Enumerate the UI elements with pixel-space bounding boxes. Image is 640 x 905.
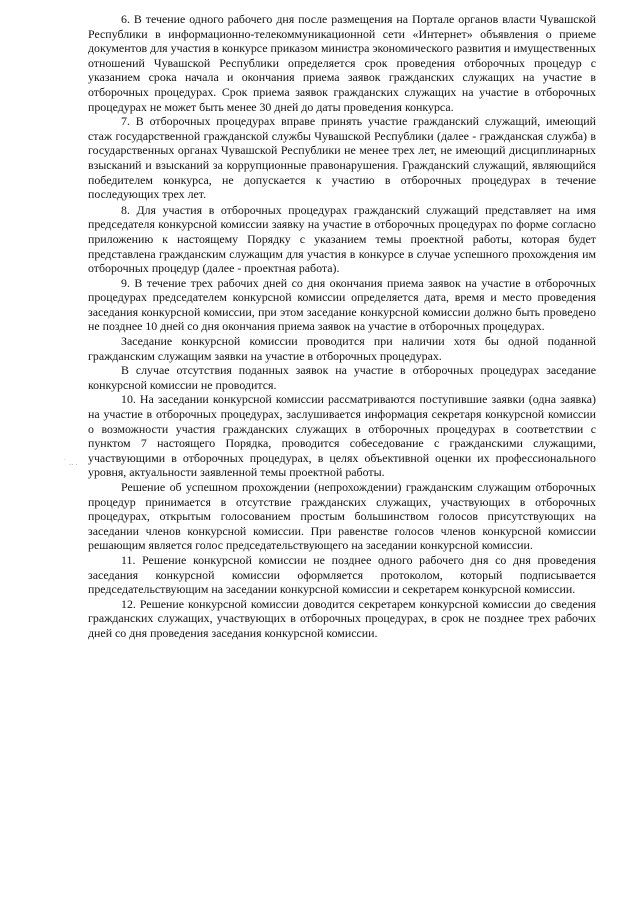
- paragraph-9: 9. В течение трех рабочих дней со дня окончания приема заявок на участие в отборочных процедурах председателем конкурсной комиссии определяется дата, время и место проведения заседания конкурсной комиссии, при этом заседание конкурсной комиссии должно быть проведено не позднее 10 дней со дня окончания приема заявок на участие в отборочных процедурах.: [88, 275, 596, 334]
- paragraph-9-no-applications: В случае отсутствия поданных заявок на участие в отборочных процедурах заседание конкурсной комиссии не проводится.: [88, 363, 596, 392]
- paragraph-7: 7. В отборочных процедурах вправе принять участие гражданский служащий, имеющий стаж государственной гражданской службы Чувашской Республики (далее - гражданская служба) в государственных органах Чувашской Республики не менее трех лет, не имеющий дисциплинарных взысканий и взысканий за коррупционные правонарушения. Гражданский служащий, являющийся победителем конкурса, не допускается к участию в отборочных процедурах в течение последующих трех лет.: [88, 114, 596, 202]
- paragraph-9-session: Заседание конкурсной комиссии проводится при наличии хотя бы одной поданной гражданским служащим заявки на участие в отборочных процедурах.: [88, 334, 596, 363]
- paragraph-6: 6. В течение одного рабочего дня после размещения на Портале органов власти Чувашской Республики в информационно-телекоммуникационной сети «Интернет» объявления о приеме документов для участия в конкурсе приказом министра экономического развития и имущественных отношений Чувашской Республики определяется срок проведения отборочных процедур с указанием срока начала и окончания приема заявок гражданских служащих на участие в отборочных процедурах. Срок приема заявок гражданских служащих на участие в отборочных процедурах не может быть менее 30 дней до даты проведения конкурса.: [88, 12, 596, 114]
- paragraph-10: 10. На заседании конкурсной комиссии рассматриваются поступившие заявки (одна заявка) на участие в отборочных процедурах, заслушивается информация секретаря конкурсной комиссии о возможности участия гражданских служащих в отборочных процедурах в соответствии с пунктом 7 настоящего Порядка, проводится собеседование с гражданскими служащими, участвующими в отборочных процедурах, в целях объективной оценки их профессионального уровня, актуальности заявленной темы проектной работы.: [88, 392, 596, 480]
- paragraph-10-decision: Решение об успешном прохождении (непрохождении) гражданским служащим отборочных процедур принимается в отсутствие гражданских служащих, участвующих в отборочных процедурах, открытым голосованием простым большинством голосов присутствующих на заседании членов конкурсной комиссии. При равенстве голосов членов конкурсной комиссии решающим является голос председательствующего на заседании конкурсной комиссии.: [88, 480, 596, 553]
- paragraph-11: 11. Решение конкурсной комиссии не позднее одного рабочего дня со дня проведения заседания конкурсной комиссии оформляется протоколом, который подписывается председательствующим на заседании конкурсной комиссии и секретарем конкурсной комиссии.: [88, 552, 596, 597]
- paragraph-8: 8. Для участия в отборочных процедурах гражданский служащий представляет на имя председателя конкурсной комиссии заявку на участие в отборочных процедурах по форме согласно приложению к настоящему Порядку с указанием темы проектной работы, которая будет представлена гражданским служащим для участия в конкурсе в случае успешного прохождения им отборочных процедур (далее - проектная работа).: [88, 202, 596, 276]
- document-page: [88, 12, 596, 641]
- paragraph-12: 12. Решение конкурсной комиссии доводится секретарем конкурсной комиссии до сведения гражданских служащих, участвующих в отборочных процедурах, в срок не позднее трех рабочих дней со дня проведения заседания конкурсной комиссии.: [88, 596, 596, 640]
- scan-mark: ˙ .. .: [64, 458, 78, 467]
